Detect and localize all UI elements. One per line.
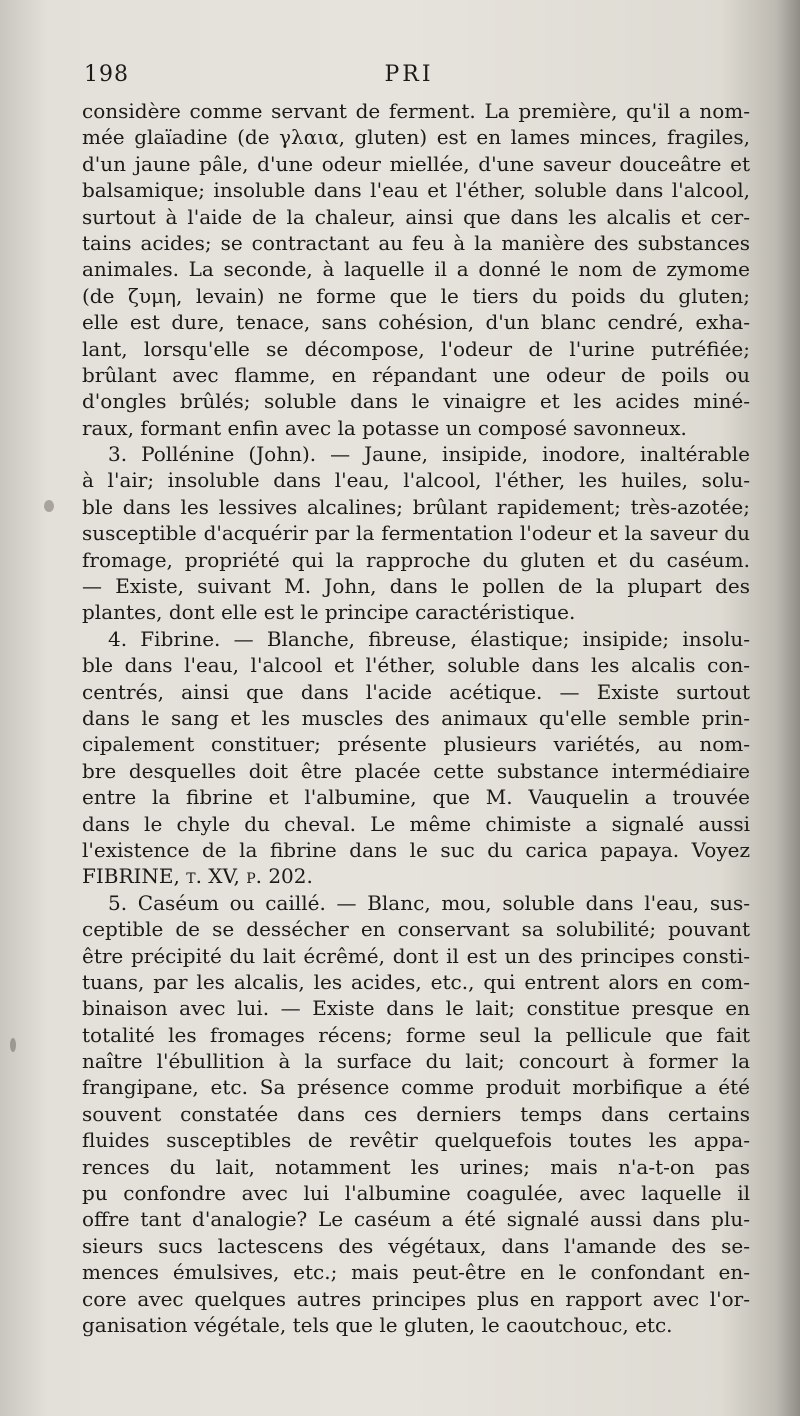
- text-line: ble dans l'eau, l'alcool et l'éther, soluble dans les alcalis con-: [82, 653, 750, 678]
- text-line: entre la fibrine et l'albumine, que M. Vauquelin a trouvée: [82, 785, 750, 810]
- text-line: mences émulsives, etc.; mais peut-être en le confondant en-: [82, 1260, 750, 1285]
- text-line: pu confondre avec lui l'albumine coagulée, avec laquelle il: [82, 1181, 750, 1206]
- text-line: tuans, par les alcalis, les acides, etc., qui entrent alors en com-: [82, 969, 750, 994]
- text-line: raux, formant enfin avec la potasse un composé savonneux.: [82, 415, 687, 440]
- text-line: surtout à l'aide de la chaleur, ainsi que dans les alcalis et cer-: [82, 204, 750, 229]
- text-line: rences du lait, notamment les urines; mais n'a-t-on pas: [82, 1154, 750, 1179]
- page-body: [82, 98, 750, 1338]
- text-line: ganisation végétale, tels que le gluten, le caoutchouc, etc.: [82, 1312, 673, 1337]
- text-line: ble dans les lessives alcalines; brûlant rapidement; très-azotée;: [82, 494, 750, 519]
- text-line: totalité les fromages récens; forme seul la pellicule que fait: [82, 1022, 750, 1047]
- text-line: (de ζυμη, levain) ne forme que le tiers du poids du gluten;: [82, 283, 750, 308]
- text-line: naître l'ébullition à la surface du lait; concourt à former la: [82, 1049, 750, 1074]
- text-line: tains acides; se contractant au feu à la manière des substances: [82, 230, 750, 255]
- text-line: centrés, ainsi que dans l'acide acétique. — Existe surtout: [82, 679, 750, 704]
- text-line: lant, lorsqu'elle se décompose, l'odeur de l'urine putréfiée;: [82, 336, 750, 361]
- text-line: l'existence de la fibrine dans le suc du carica papaya. Voyez: [82, 837, 750, 862]
- text-line: dans le chyle du cheval. Le même chimiste a signalé aussi: [82, 811, 750, 836]
- text-line: balsamique; insoluble dans l'eau et l'éther, soluble dans l'alcool,: [82, 178, 750, 203]
- text-line: 4. Fibrine. — Blanche, fibreuse, élastique; insipide; insolu-: [108, 626, 750, 651]
- text-line: elle est dure, tenace, sans cohésion, d'un blanc cendré, exha-: [82, 310, 750, 335]
- text-line: dans le sang et les muscles des animaux qu'elle semble prin-: [82, 705, 750, 730]
- text-line: 3. Pollénine (John). — Jaune, insipide, inodore, inaltérable: [108, 442, 750, 467]
- ink-stain: [44, 500, 54, 512]
- cross-reference: FIBRINE, t. XV, p. 202.: [82, 864, 313, 889]
- text-line: core avec quelques autres principes plus en rapport avec l'or-: [82, 1286, 750, 1311]
- text-line: binaison avec lui. — Existe dans le lait; constitue presque en: [82, 996, 750, 1021]
- page-number: 198: [84, 62, 129, 87]
- ink-stain: [10, 1038, 16, 1052]
- text-line: cipalement constituer; présente plusieurs variétés, au nom-: [82, 732, 750, 757]
- text-line: mée glaïadine (de γλαια, gluten) est en lames minces, fragiles,: [82, 125, 750, 150]
- running-head: PRI: [384, 62, 434, 87]
- text-line: ceptible de se dessécher en conservant sa solubilité; pouvant: [82, 917, 750, 942]
- text-line: plantes, dont elle est le principe caractéristique.: [82, 600, 576, 625]
- text-line: souvent constatée dans ces derniers temps dans certains: [82, 1101, 750, 1126]
- text-line: offre tant d'analogie? Le caséum a été signalé aussi dans plu-: [82, 1207, 750, 1232]
- text-line: susceptible d'acquérir par la fermentation l'odeur et la saveur du: [82, 521, 750, 546]
- text-line: considère comme servant de ferment. La première, qu'il a nom-: [82, 99, 750, 123]
- text-line: d'un jaune pâle, d'une odeur miellée, d'une saveur douceâtre et: [82, 151, 750, 176]
- text-line: fromage, propriété qui la rapproche du gluten et du caséum.: [82, 547, 750, 572]
- text-line: brûlant avec flamme, en répandant une odeur de poils ou: [82, 362, 750, 387]
- text-line: frangipane, etc. Sa présence comme produit morbifique a été: [82, 1075, 750, 1100]
- text-line: animales. La seconde, à laquelle il a donné le nom de zymome: [82, 257, 750, 282]
- page-header: [84, 62, 734, 94]
- text-line: être précipité du lait écrêmé, dont il est un des principes consti-: [82, 943, 750, 968]
- text-line: d'ongles brûlés; soluble dans le vinaigre et les acides miné-: [82, 389, 750, 414]
- text-line: — Existe, suivant M. John, dans le pollen de la plupart des: [82, 574, 750, 599]
- text-line: fluides susceptibles de revêtir quelquefois toutes les appa-: [82, 1128, 750, 1153]
- text-line: à l'air; insoluble dans l'eau, l'alcool, l'éther, les huiles, solu-: [82, 468, 750, 493]
- text-line: 5. Caséum ou caillé. — Blanc, mou, soluble dans l'eau, sus-: [108, 890, 750, 915]
- text-line: bre desquelles doit être placée cette substance intermédiaire: [82, 758, 750, 783]
- text-line: sieurs sucs lactescens des végétaux, dans l'amande des se-: [82, 1233, 750, 1258]
